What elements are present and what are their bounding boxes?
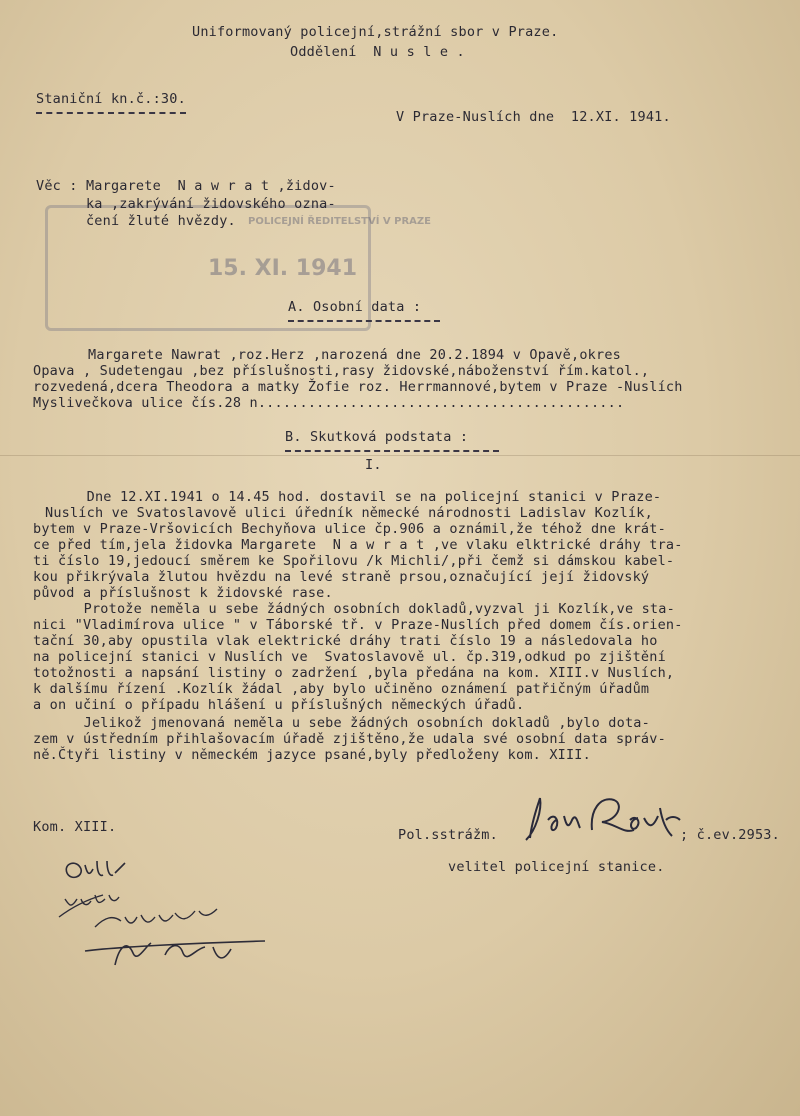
- underline: [288, 320, 440, 322]
- facts-line: k dalšímu řízení .Kozlík žádal ,aby bylo učiněno oznámení patřičným úřadům: [33, 681, 650, 697]
- facts-line: Jelikož jmenovaná neměla u sebe žádných osobních dokladů ,bylo dota-: [42, 715, 650, 731]
- facts-line: na policejní stanici v Nuslích ve Svatoslavově ul. čp.319,odkud po zjištění: [33, 649, 666, 665]
- subject-line-2: ka ,zakrývání židovského ozna-: [36, 196, 336, 212]
- subject-line-3: čení žluté hvězdy.: [36, 213, 236, 229]
- underline: [285, 450, 499, 452]
- facts-line: ně.Čtyři listiny v německém jazyce psané,byly předloženy kom. XIII.: [33, 747, 591, 763]
- recipient: Kom. XIII.: [33, 819, 117, 835]
- station-number: Staniční kn.č.:30.: [36, 91, 186, 107]
- subject-line-1: Věc : Margarete N a w r a t ,židov-: [36, 178, 336, 194]
- paper-fold: [0, 455, 800, 456]
- personal-data-line: rozvedená,dcera Theodora a matky Žofie roz. Herrmannové,bytem v Praze -Nuslích: [33, 379, 683, 395]
- personal-data-line: Opava , Sudetengau ,bez příslušnosti,rasy židovské,náboženství řím.katol.,: [33, 363, 650, 379]
- facts-line: Dne 12.XI.1941 o 14.45 hod. dostavil se na policejní stanici v Praze-: [45, 489, 662, 505]
- facts-line: kou přikrývala žlutou hvězdu na levé straně prsou,označující její židovský: [33, 569, 650, 585]
- org-name: Uniformovaný policejní,strážní sbor v Praze.: [192, 24, 559, 40]
- facts-line: ti číslo 19,jedoucí směrem ke Spořilovu /k Michli/,při čemž si dámskou kabel-: [33, 553, 675, 569]
- facts-line: původ a příslušnost k židovské rase.: [33, 585, 333, 601]
- stamp-authority: POLICEJNÍ ŘEDITELSTVÍ V PRAZE: [248, 216, 431, 227]
- signer-evidence-number: ; č.ev.2953.: [680, 827, 780, 843]
- facts-line: bytem v Praze-Vršovicích Bechyňova ulice čp.906 a oznámil,že téhož dne krát-: [33, 521, 666, 537]
- underline: [36, 112, 186, 114]
- handwritten-notes: [55, 855, 305, 975]
- facts-line: totožnosti a napsání listiny o zadržení ,byla předána na kom. XIII.v Nuslích,: [33, 665, 675, 681]
- facts-line: Protože neměla u sebe žádných osobních dokladů,vyzval ji Kozlík,ve sta-: [42, 601, 675, 617]
- signer-prefix: Pol.sstrážm.: [398, 827, 498, 843]
- facts-line: Nuslích ve Svatoslavově ulici úředník německé národnosti Ladislav Kozlík,: [45, 505, 653, 521]
- facts-line: nici "Vladimírova ulice " v Táborské tř. v Praze-Nuslích před domem čís.orien-: [33, 617, 683, 633]
- facts-line: tační 30,aby opustila vlak elektrické dráhy trati číslo 19 a následovala ho: [33, 633, 658, 649]
- facts-line: ce před tím,jela židovka Margarete N a w r a t ,ve vlaku elktrické dráhy tra-: [33, 537, 683, 553]
- section-b-heading: B. Skutková podstata :: [285, 429, 469, 445]
- handwritten-signature: [520, 790, 685, 850]
- facts-line: a on učiní o případu hlášení u příslušných německých úřadů.: [33, 697, 525, 713]
- personal-data-line: Myslivečkova ulice čís.28 n............................................: [33, 395, 625, 411]
- facts-line: zem v ústředním přihlašovacím úřadě zjištěno,že udala své osobní data správ-: [33, 731, 666, 747]
- section-b-subheading: I.: [365, 457, 382, 473]
- personal-data-line: Margarete Nawrat ,roz.Herz ,narozená dne 20.2.1894 v Opavě,okres: [88, 347, 621, 363]
- department-name: Oddělení N u s l e .: [290, 44, 465, 60]
- section-a-heading: A. Osobní data :: [288, 299, 422, 315]
- place-date: V Praze-Nuslích dne 12.XI. 1941.: [396, 109, 671, 125]
- stamp-date: 15. XI. 1941: [208, 256, 358, 281]
- signer-title: velitel policejní stanice.: [448, 859, 665, 875]
